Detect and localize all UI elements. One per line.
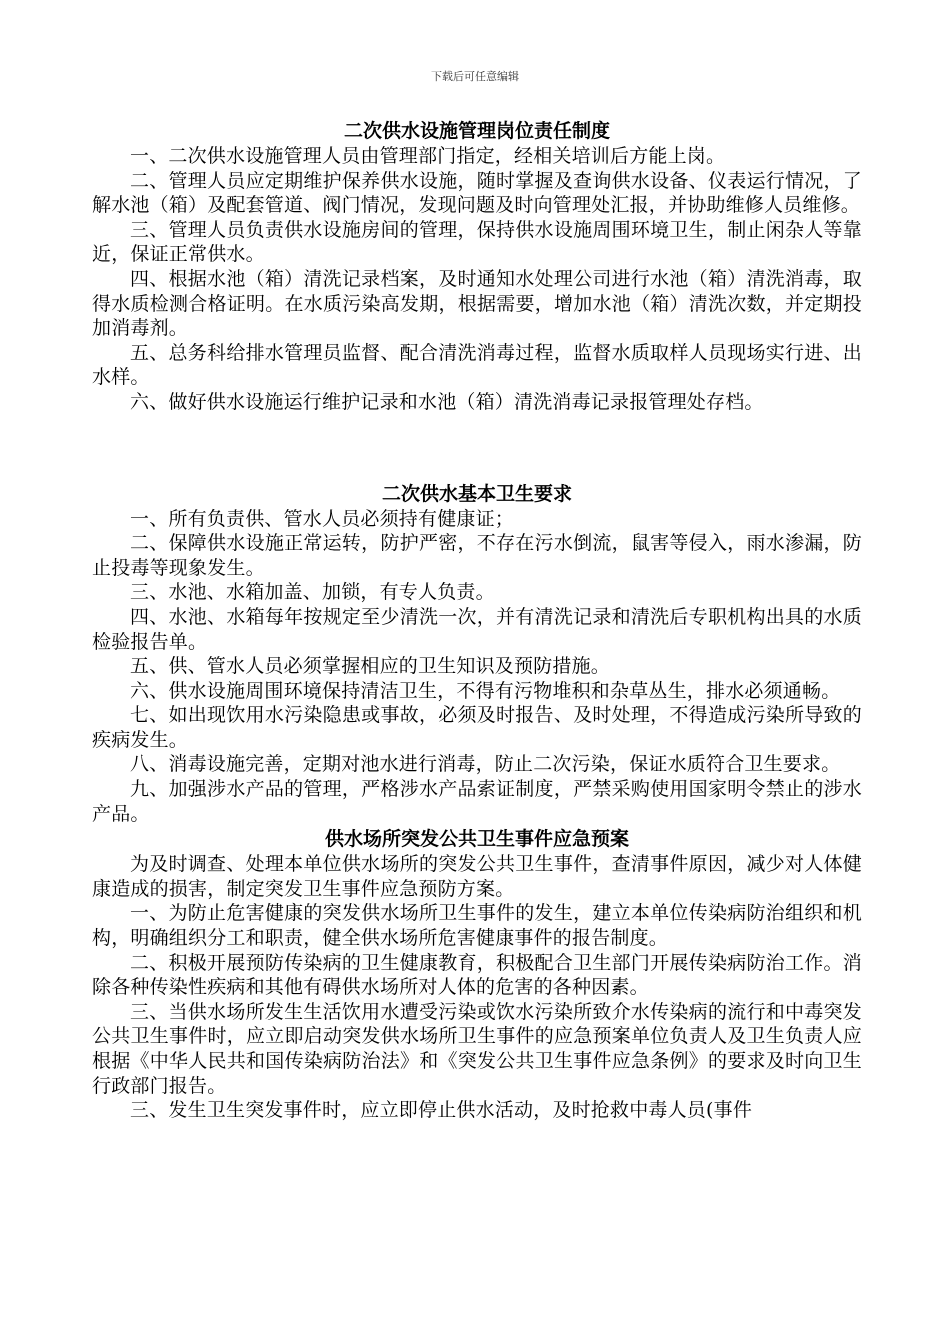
paragraph: 三、水池、水箱加盖、加锁，有专人负责。 <box>130 581 495 604</box>
section-title: 二次供水基本卫生要求 <box>381 482 572 505</box>
paragraph: 六、供水设施周围环境保持清洁卫生，不得有污物堆积和杂草丛生，排水必须通畅。 <box>130 679 841 702</box>
document-body <box>92 118 862 1123</box>
paragraph: 八、消毒设施完善，定期对池水进行消毒，防止二次污染，保证水质符合卫生要求。 <box>130 753 841 776</box>
paragraph: 一、为防止危害健康的突发供水场所卫生事件的发生，建立本单位传染病防治组织和机构，明确组织分工和职责，健全供水场所危害健康事件的报告制度。 <box>92 902 862 950</box>
page-header-note: 下载后可任意编辑 <box>431 70 519 83</box>
section-title: 供水场所突发公共卫生事件应急预案 <box>324 828 629 851</box>
paragraph: 五、总务科给排水管理员监督、配合清洗消毒过程，监督水质取样人员现场实行进、出水样。 <box>92 341 862 389</box>
paragraph: 三、管理人员负责供水设施房间的管理，保持供水设施周围环境卫生，制止闲杂人等靠近，保证正常供水。 <box>92 218 862 266</box>
paragraph: 一、二次供水设施管理人员由管理部门指定，经相关培训后方能上岗。 <box>130 145 726 167</box>
paragraph: 五、供、管水人员必须掌握相应的卫生知识及预防措施。 <box>130 655 611 678</box>
paragraph: 二、管理人员应定期维护保养供水设施，随时掌握及查询供水设备、仪表运行情况，了解水池（箱）及配套管道、阀门情况，发现问题及时向管理处汇报，并协助维修人员维修。 <box>92 169 862 217</box>
section-spacer <box>92 415 862 481</box>
paragraph: 二、积极开展预防传染病的卫生健康教育，积极配合卫生部门开展传染病防治工作。消除各种传染性疾病和其他有碍供水场所对人体的危害的各种因素。 <box>92 951 862 999</box>
paragraph: 四、根据水池（箱）清洗记录档案，及时通知水处理公司进行水池（箱）清洗消毒，取得水质检测合格证明。在水质污染高发期，根据需要，增加水池（箱）清洗次数，并定期投加消毒剂。 <box>92 267 862 340</box>
paragraph: 七、如出现饮用水污染隐患或事故，必须及时报告、及时处理，不得造成污染所导致的疾病发生。 <box>92 704 862 751</box>
paragraph: 为及时调查、处理本单位供水场所的突发公共卫生事件，查清事件原因，减少对人体健康造成的损害，制定突发卫生事件应急预防方案。 <box>92 853 862 900</box>
section-hygiene-requirements <box>92 481 862 827</box>
section-title: 二次供水设施管理岗位责任制度 <box>343 120 610 142</box>
paragraph: 六、做好供水设施运行维护记录和水池（箱）清洗消毒记录报管理处存档。 <box>130 390 764 413</box>
paragraph: 九、加强涉水产品的管理，严格涉水产品索证制度，严禁采购使用国家明令禁止的涉水产品。 <box>92 778 862 825</box>
paragraph: 二、保障供水设施正常运转，防护严密，不存在污水倒流，鼠害等侵入，雨水渗漏，防止投毒等现象发生。 <box>92 532 862 579</box>
paragraph: 三、发生卫生突发事件时，应立即停止供水活动，及时抢救中毒人员(事件 <box>130 1099 753 1122</box>
section-management-duty <box>92 118 862 415</box>
paragraph: 四、水池、水箱每年按规定至少清洗一次，并有清洗记录和清洗后专职机构出具的水质检验报告单。 <box>92 605 862 653</box>
section-emergency-plan <box>92 826 862 1123</box>
paragraph: 一、所有负责供、管水人员必须持有健康证； <box>130 507 515 530</box>
paragraph: 三、当供水场所发生生活饮用水遭受污染或饮水污染所致介水传染病的流行和中毒突发公共卫生事件时，应立即启动突发供水场所卫生事件的应急预案单位负责人及卫生负责人应根据《中华人民共和国传染病防治法》和《突发公共卫生事件应急条例》的要求及时向卫生行政部门报告。 <box>92 1000 862 1097</box>
